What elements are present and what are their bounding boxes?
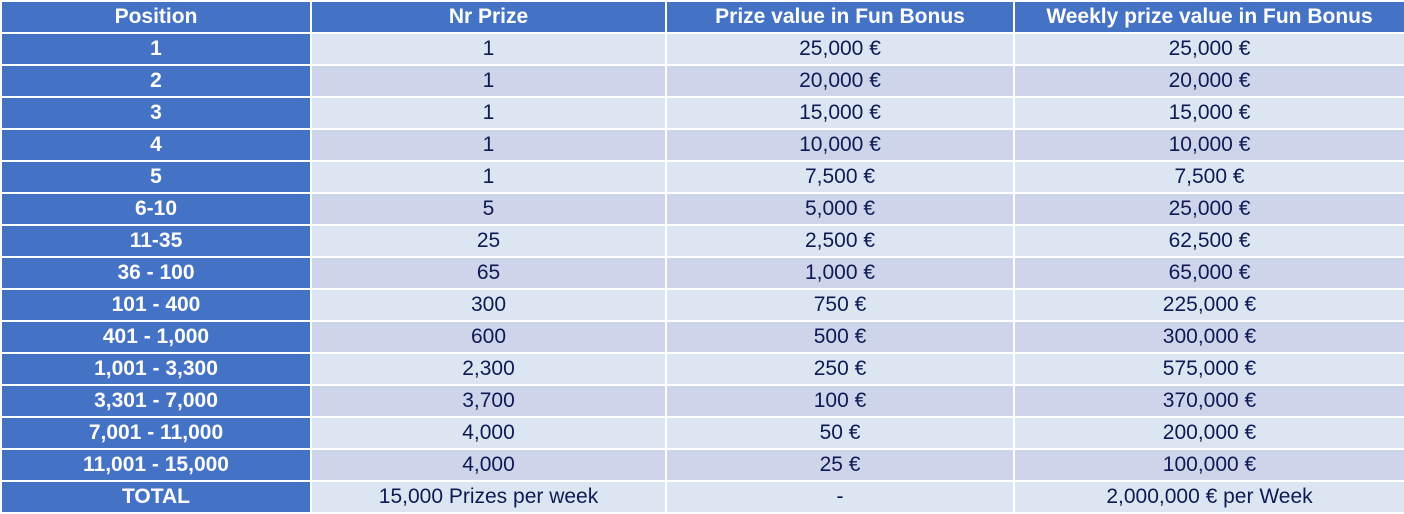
prize-value-cell: 1,000 € — [666, 257, 1014, 289]
position-cell: 1 — [1, 33, 311, 65]
weekly-value-cell: 10,000 € — [1014, 129, 1404, 161]
total-nr-prize: 15,000 Prizes per week — [311, 481, 666, 513]
weekly-value-cell: 25,000 € — [1014, 33, 1404, 65]
position-cell: 1,001 - 3,300 — [1, 353, 311, 385]
nr-prize-cell: 4,000 — [311, 449, 666, 481]
table-row — [1, 257, 1404, 289]
weekly-value-cell: 15,000 € — [1014, 97, 1404, 129]
total-prize-value: - — [666, 481, 1014, 513]
nr-prize-cell: 5 — [311, 193, 666, 225]
prize-value-cell: 25,000 € — [666, 33, 1014, 65]
total-row — [1, 481, 1404, 513]
position-cell: 36 - 100 — [1, 257, 311, 289]
position-cell: 2 — [1, 65, 311, 97]
table-row — [1, 289, 1404, 321]
header-weekly-prize-value: Weekly prize value in Fun Bonus — [1014, 1, 1404, 33]
position-cell: 101 - 400 — [1, 289, 311, 321]
total-weekly-value: 2,000,000 € per Week — [1014, 481, 1404, 513]
prize-value-cell: 50 € — [666, 417, 1014, 449]
prize-value-cell: 25 € — [666, 449, 1014, 481]
table-row — [1, 385, 1404, 417]
weekly-value-cell: 25,000 € — [1014, 193, 1404, 225]
table-row — [1, 417, 1404, 449]
weekly-value-cell: 7,500 € — [1014, 161, 1404, 193]
nr-prize-cell: 1 — [311, 161, 666, 193]
nr-prize-cell: 1 — [311, 65, 666, 97]
position-cell: 3,301 - 7,000 — [1, 385, 311, 417]
weekly-value-cell: 62,500 € — [1014, 225, 1404, 257]
prize-value-cell: 10,000 € — [666, 129, 1014, 161]
position-cell: 7,001 - 11,000 — [1, 417, 311, 449]
table-row — [1, 193, 1404, 225]
position-cell: 11,001 - 15,000 — [1, 449, 311, 481]
position-cell: 4 — [1, 129, 311, 161]
prize-value-cell: 20,000 € — [666, 65, 1014, 97]
table-row — [1, 353, 1404, 385]
nr-prize-cell: 25 — [311, 225, 666, 257]
position-cell: 401 - 1,000 — [1, 321, 311, 353]
table-row — [1, 129, 1404, 161]
table-row — [1, 321, 1404, 353]
position-cell: 3 — [1, 97, 311, 129]
table-row — [1, 33, 1404, 65]
weekly-value-cell: 20,000 € — [1014, 65, 1404, 97]
weekly-value-cell: 575,000 € — [1014, 353, 1404, 385]
weekly-value-cell: 300,000 € — [1014, 321, 1404, 353]
prize-value-cell: 500 € — [666, 321, 1014, 353]
position-cell: 6-10 — [1, 193, 311, 225]
prize-value-cell: 100 € — [666, 385, 1014, 417]
nr-prize-cell: 1 — [311, 129, 666, 161]
weekly-value-cell: 225,000 € — [1014, 289, 1404, 321]
position-cell: 5 — [1, 161, 311, 193]
table-row — [1, 65, 1404, 97]
nr-prize-cell: 65 — [311, 257, 666, 289]
header-nr-prize: Nr Prize — [311, 1, 666, 33]
nr-prize-cell: 600 — [311, 321, 666, 353]
nr-prize-cell: 2,300 — [311, 353, 666, 385]
weekly-value-cell: 200,000 € — [1014, 417, 1404, 449]
nr-prize-cell: 3,700 — [311, 385, 666, 417]
prize-value-cell: 5,000 € — [666, 193, 1014, 225]
prize-value-cell: 7,500 € — [666, 161, 1014, 193]
nr-prize-cell: 300 — [311, 289, 666, 321]
total-label: TOTAL — [1, 481, 311, 513]
table-row — [1, 449, 1404, 481]
prize-value-cell: 250 € — [666, 353, 1014, 385]
table-row — [1, 161, 1404, 193]
table-row — [1, 225, 1404, 257]
table-row — [1, 97, 1404, 129]
nr-prize-cell: 1 — [311, 33, 666, 65]
header-position: Position — [1, 1, 311, 33]
prize-value-cell: 15,000 € — [666, 97, 1014, 129]
weekly-value-cell: 100,000 € — [1014, 449, 1404, 481]
nr-prize-cell: 1 — [311, 97, 666, 129]
header-prize-value: Prize value in Fun Bonus — [666, 1, 1014, 33]
header-row — [1, 1, 1404, 33]
weekly-value-cell: 370,000 € — [1014, 385, 1404, 417]
position-cell: 11-35 — [1, 225, 311, 257]
prize-value-cell: 2,500 € — [666, 225, 1014, 257]
prize-value-cell: 750 € — [666, 289, 1014, 321]
nr-prize-cell: 4,000 — [311, 417, 666, 449]
weekly-value-cell: 65,000 € — [1014, 257, 1404, 289]
